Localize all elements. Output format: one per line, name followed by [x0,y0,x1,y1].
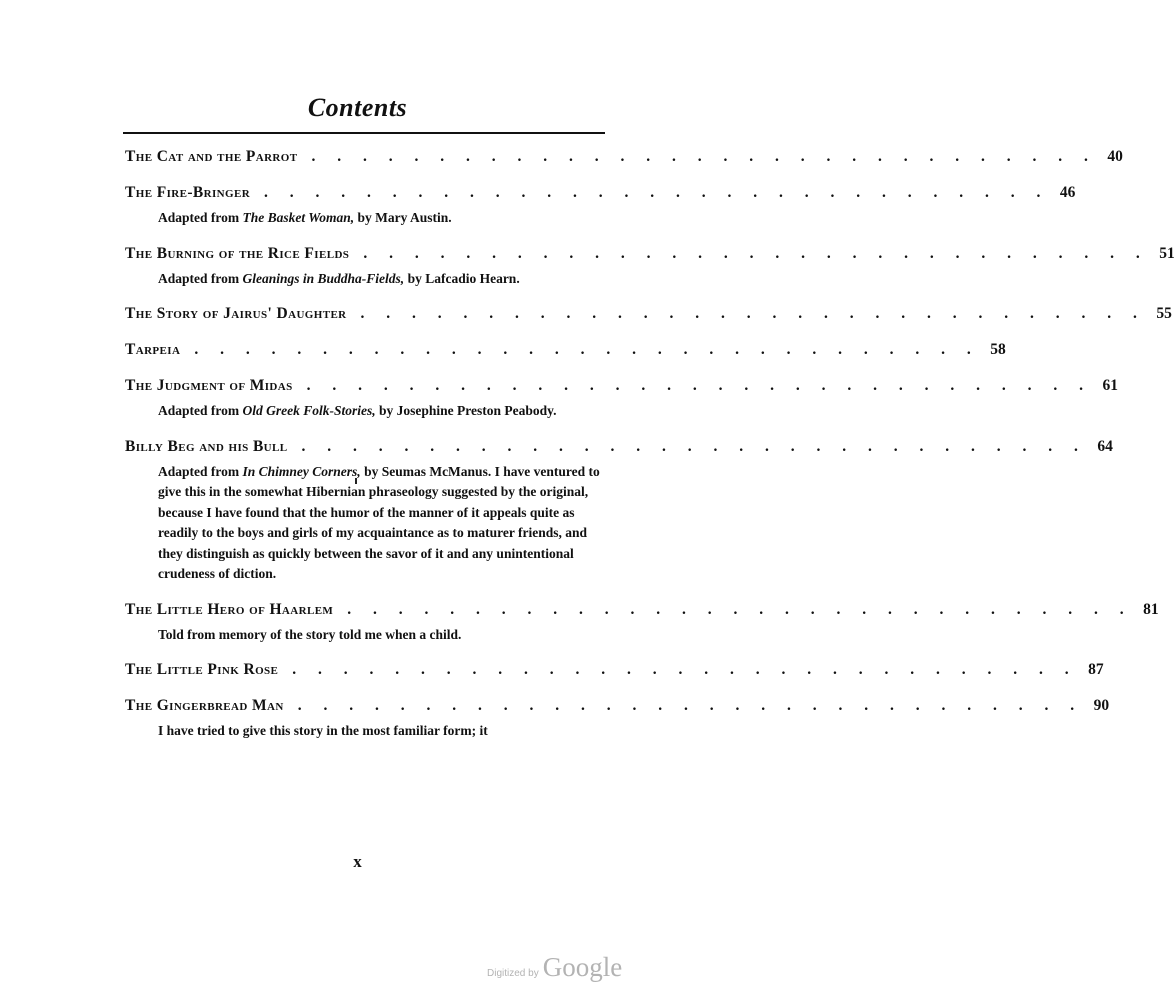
entry-note: Adapted from Old Greek Folk-Stories, by Josephine Preston Peabody. [158,403,557,418]
entry-page: 55 [1156,305,1172,322]
entry-page: 90 [1093,697,1110,714]
dot-leader: . . . . . . . . . . . . . . . . . . . . . . . . . . . . . . . [194,341,980,358]
source-title: Gleanings in Buddha-Fields, [242,270,405,286]
entry-note: Told from memory of the story told me when a child. [158,626,462,642]
toc-row[interactable] [125,375,1119,397]
toc-entry [125,375,1119,422]
toc-row[interactable] [125,339,1006,361]
entry-title: The Story of Jairus' Daughter [125,305,347,322]
dot-leader: . . . . . . . . . . . . . . . . . . . . . . . . . . . . . . . [306,377,1093,394]
dot-leader: . . . . . . . . . . . . . . . . . . . . . . . . . . . . . . . [292,661,1078,678]
page-title: Contents [307,93,408,122]
toc-entry [125,695,1110,742]
entry-note: Adapted from In Chimney Corners, by Seumas McManus. I have ventured to give this in the somewhat Hibernian phraseology suggested by the original, because I have found that the humor of the manner of it appeals quite as readily to the boys and girls of my acquaintance as to maturer friends, and they distinguish as quickly between the savor of it and any unintentional crudeness of diction. [158,463,600,581]
toc-row[interactable] [125,695,1110,717]
title-rule [123,132,605,134]
entry-note: I have tried to give this story in the most familiar form; it [158,723,488,738]
toc-row[interactable] [125,599,1159,621]
source-title: The Basket Woman, [242,210,355,225]
entry-title: The Little Pink Rose [125,661,279,678]
toc-entry [125,303,1172,325]
source-title: In Chimney Corners, [242,463,361,479]
entry-title: The Burning of the Rice Fields [125,244,350,262]
toc-entry [125,436,1113,585]
dot-leader: . . . . . . . . . . . . . . . . . . . . . . . . . . . . . . . [347,600,1133,618]
toc-entry [125,243,1175,290]
entry-note: Adapted from The Basket Woman, by Mary Austin. [158,210,452,225]
toc-entry [125,182,1076,229]
entry-page: 61 [1102,377,1119,394]
scan-speck [355,478,357,484]
dot-leader: . . . . . . . . . . . . . . . . . . . . . . . . . . . . . . . [360,305,1146,322]
entry-title: Billy Beg and his Bull [125,437,288,455]
toc-entry [125,146,1123,168]
dot-leader: . . . . . . . . . . . . . . . . . . . . . . . . . . . . . . . [301,437,1087,455]
watermark-prefix: Digitized by [487,968,539,979]
toc-row[interactable] [125,436,1113,458]
entry-title: Tarpeia [125,341,181,358]
dot-leader: . . . . . . . . . . . . . . . . . . . . . . . . . . . . . . . [264,184,1050,201]
toc-row[interactable] [125,182,1076,204]
entry-title: The Judgment of Midas [125,377,293,394]
entry-title: The Little Hero of Haarlem [125,600,334,618]
toc-entry [125,339,1006,361]
entry-page: 81 [1143,600,1159,618]
digitized-watermark [487,952,622,983]
toc-row[interactable] [125,243,1175,265]
entry-title: The Gingerbread Man [125,697,284,714]
google-logo: Google [542,952,623,982]
entry-title: The Cat and the Parrot [125,148,298,165]
toc-entry [125,659,1104,681]
page-number: x [353,852,362,871]
table-of-contents [125,146,1175,756]
entry-page: 87 [1088,661,1104,678]
dot-leader: . . . . . . . . . . . . . . . . . . . . . . . . . . . . . . . [297,697,1084,714]
toc-row[interactable] [125,303,1172,325]
dot-leader: . . . . . . . . . . . . . . . . . . . . . . . . . . . . . . . [311,148,1097,165]
source-title: Old Greek Folk-Stories, [242,403,376,418]
toc-row[interactable] [125,146,1123,168]
entry-title: The Fire-Bringer [125,184,251,201]
toc-entry [125,599,1159,646]
entry-page: 64 [1097,437,1113,455]
entry-page: 58 [990,341,1006,358]
entry-page: 46 [1059,184,1076,201]
entry-page: 51 [1159,244,1175,262]
dot-leader: . . . . . . . . . . . . . . . . . . . . . . . . . . . . . . . [363,244,1149,262]
entry-page: 40 [1107,148,1123,165]
toc-row[interactable] [125,659,1104,681]
entry-note: Adapted from Gleanings in Buddha-Fields, by Lafcadio Hearn. [158,270,520,286]
